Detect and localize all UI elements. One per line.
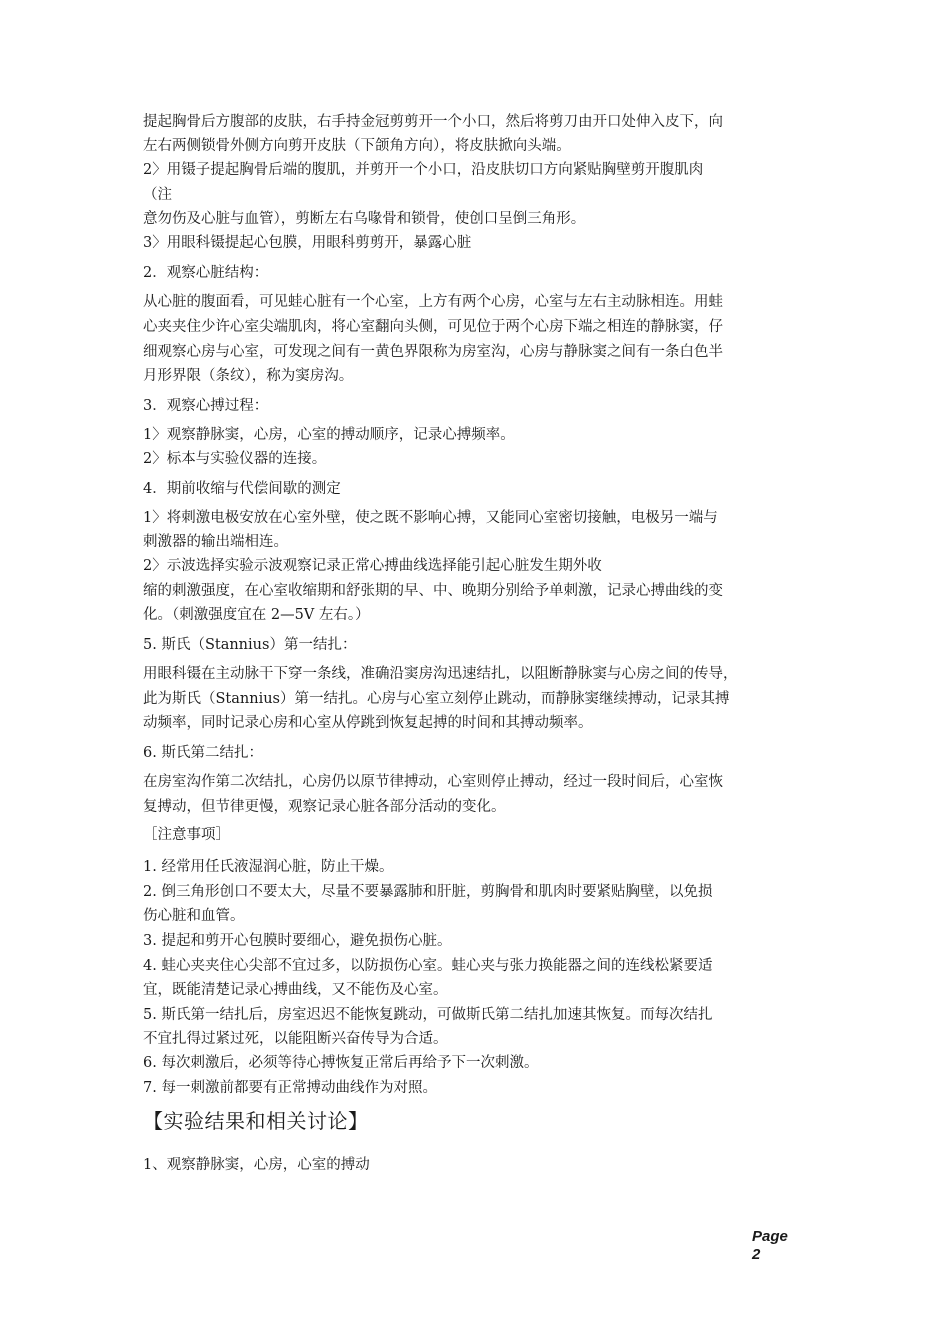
list-item: 4. 蛙心夹夹住心尖部不宜过多，以防损伤心室。蛙心夹与张力换能器之间的连线松紧要适 — [143, 958, 713, 974]
list-item: 伤心脏和血管。 — [143, 908, 245, 924]
text-line: 此为斯氏（Stannius）第一结扎。心房与心室立刻停止跳动，而静脉窦继续搏动，记录其搏 — [143, 691, 730, 707]
text-line: 提起胸骨后方腹部的皮肤，右手持金冠剪剪开一个小口，然后将剪刀由开口处伸入皮下，向 — [143, 114, 723, 130]
text-line: 细观察心房与心室，可发现之间有一黄色界限称为房室沟，心房与静脉窦之间有一条白色半 — [143, 344, 723, 360]
text-line: 1〉将刺激电极安放在心室外壁，使之既不影响心搏，又能同心室密切接触，电极另一端与 — [143, 510, 718, 526]
text-line: 意勿伤及心脏与血管），剪断左右乌喙骨和锁骨，使创口呈倒三角形。 — [143, 211, 586, 227]
list-item: 6. 每次刺激后，必须等待心搏恢复正常后再给予下一次刺激。 — [143, 1055, 539, 1071]
text-line: 化。（刺激强度宜在 2—5V 左右。） — [143, 607, 370, 623]
page-footer — [752, 1228, 788, 1264]
text-line: 左右两侧锁骨外侧方向剪开皮肤（下颌角方向），将皮肤掀向头端。 — [143, 138, 571, 154]
list-item: 宜，既能清楚记录心搏曲线，又不能伤及心室。 — [143, 982, 448, 998]
section-subheading: 6. 斯氏第二结扎： — [143, 745, 263, 761]
list-item: 3. 提起和剪开心包膜时要细心，避免损伤心脏。 — [143, 933, 452, 949]
results-heading: 【实验结果和相关讨论】 — [143, 1109, 369, 1133]
list-item: 5. 斯氏第一结扎后，房室迟迟不能恢复跳动，可做斯氏第二结扎加速其恢复。而每次结扎 — [143, 1007, 713, 1023]
list-item: 1. 经常用任氏液湿润心脏，防止干燥。 — [143, 859, 394, 875]
text-line: 心夹夹住少许心室尖端肌肉，将心室翻向头侧，可见位于两个心房下端之相连的静脉窦，仔 — [143, 319, 723, 335]
text-line: 2〉示波选择实验示波观察记录正常心搏曲线选择能引起心脏发生期外收 — [143, 558, 602, 574]
section-subheading: 4．期前收缩与代偿间歇的测定 — [143, 481, 341, 497]
text-line: （注 — [143, 187, 172, 203]
text-line: 动频率，同时记录心房和心室从停跳到恢复起搏的时间和其搏动频率。 — [143, 715, 593, 731]
text-line: 复搏动，但节律更慢，观察记录心脏各部分活动的变化。 — [143, 799, 506, 815]
text-line: 缩的刺激强度，在心室收缩期和舒张期的早、中、晚期分别给予单刺激，记录心搏曲线的变 — [143, 583, 723, 599]
list-item: 2. 倒三角形创口不要太大，尽量不要暴露肺和肝脏，剪胸骨和肌肉时要紧贴胸壁，以免损 — [143, 884, 713, 900]
text-line: 月形界限（条纹），称为窦房沟。 — [143, 368, 354, 384]
section-subheading: 3．观察心搏过程： — [143, 398, 269, 414]
text-line: 2〉用镊子提起胸骨后端的腹肌，并剪开一个小口，沿皮肤切口方向紧贴胸壁剪开腹肌肉 — [143, 162, 704, 178]
text-line: 从心脏的腹面看，可见蛙心脏有一个心室，上方有两个心房，心室与左右主动脉相连。用蛙 — [143, 294, 723, 310]
text-line: 3〉用眼科镊提起心包膜，用眼科剪剪开，暴露心脏 — [143, 235, 472, 251]
text-line: 2〉标本与实验仪器的连接。 — [143, 451, 327, 467]
text-line: 在房室沟作第二次结扎，心房仍以原节律搏动，心室则停止搏动，经过一段时间后，心室恢 — [143, 774, 723, 790]
text-line: 1、观察静脉窦，心房，心室的搏动 — [143, 1157, 370, 1173]
notes-heading: ［注意事项］ — [143, 827, 230, 843]
page-number: 2 — [752, 1246, 761, 1263]
section-subheading: 2．观察心脏结构： — [143, 265, 269, 281]
text-line: 1〉观察静脉窦，心房，心室的搏动顺序，记录心搏频率。 — [143, 427, 515, 443]
list-item: 7. 每一刺激前都要有正常搏动曲线作为对照。 — [143, 1080, 437, 1096]
list-item: 不宜扎得过紧过死，以能阻断兴奋传导为合适。 — [143, 1031, 448, 1047]
section-subheading: 5. 斯氏（Stannius）第一结扎： — [143, 637, 357, 653]
text-line: 用眼科镊在主动脉干下穿一条线，准确沿窦房沟迅速结扎，以阻断静脉窦与心房之间的传导， — [143, 666, 738, 682]
page-label: Page — [752, 1228, 788, 1245]
text-line: 刺激器的输出端相连。 — [143, 534, 288, 550]
